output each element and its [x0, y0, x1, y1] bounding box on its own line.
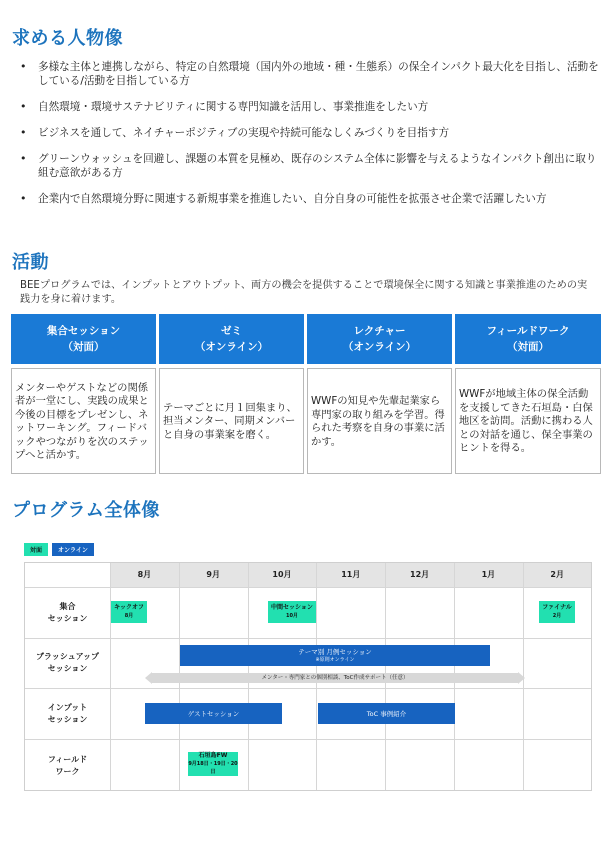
activity-mode: （対面） — [507, 341, 549, 353]
kickoff-event — [111, 601, 147, 623]
activity-description: テーマごとに月１回集まり、担当メンター、同期メンバーと自身の事業案を磨く。 — [159, 368, 304, 474]
month-label: 2月 — [550, 570, 564, 579]
support-arrow — [145, 672, 525, 684]
row-label-line: セッション — [47, 714, 88, 724]
activity-title: レクチャー — [353, 325, 406, 337]
activity-card-header — [159, 314, 304, 364]
row-label-group-session — [25, 587, 110, 638]
legend-in-person: 対面 — [24, 543, 48, 556]
list-item: • 自然環境・環境サステナビリティに関する専門知識を活用し、事業推進をしたい方 — [20, 100, 600, 114]
support-label: メンター・専門家との個別相談、ToC作成サポート（任意） — [261, 675, 409, 681]
activity-description: メンターやゲストなどの関係者が一堂にし、実践の成果と今後の目標をプレゼンし、ネットワーキング。フィードバックやつながりを次のステップへと活かす。 — [11, 368, 156, 474]
activity-mode: （対面） — [62, 341, 105, 353]
ishigaki-fieldwork-event — [188, 752, 238, 776]
legend-online: オンライン — [52, 543, 94, 556]
row-label-line: 集合 — [59, 601, 76, 611]
list-item: • 企業内で自然環境分野に関連する新規事業を推進したい、自分自身の可能性を拡張させ企業で活躍したい方 — [20, 192, 600, 206]
event-label: テーマ別 月例セッション — [298, 647, 372, 656]
monthly-session-bar — [180, 645, 490, 666]
event-label: ファイナル — [542, 604, 572, 611]
activity-card — [11, 314, 156, 474]
schedule-legend — [24, 543, 94, 556]
event-date: 8月 — [124, 613, 134, 619]
toc-case-bar — [318, 703, 455, 724]
list-item: • グリーンウォッシュを回避し、課題の本質を見極め、既存のシステム全体に影響を与えるようなインパクト創出に取り組む意欲がある方 — [20, 152, 600, 180]
grid-line — [110, 563, 111, 790]
month-label: 1月 — [481, 570, 496, 579]
activity-card — [159, 314, 304, 474]
activity-card-header — [11, 314, 156, 364]
activity-title: ゼミ — [221, 325, 242, 337]
event-label: 石垣島FW — [198, 752, 228, 759]
activity-card-header — [455, 314, 601, 364]
event-date: 9月18日・19日・20日 — [188, 761, 238, 775]
event-note: ※原則オンライン — [315, 656, 355, 663]
activity-card — [307, 314, 452, 474]
month-label: 12月 — [410, 570, 430, 579]
month-label: 11月 — [341, 570, 361, 579]
event-label: ゲストセッション — [187, 709, 240, 718]
event-date: 2月 — [552, 613, 562, 619]
activities-heading: 活動 — [12, 252, 49, 273]
row-label-line: インプット — [47, 702, 88, 712]
list-item: • ビジネスを通して、ネイチャーポジティブの実現や持続可能なしくみづくりを目指す方 — [20, 126, 600, 140]
row-label-line: セッション — [47, 613, 88, 623]
row-label-input-session — [25, 688, 110, 739]
activity-mode: （オンライン） — [194, 341, 269, 353]
activity-card-header — [307, 314, 452, 364]
row-label-line: セッション — [47, 664, 88, 673]
row-label-line: ワーク — [55, 766, 80, 776]
month-label: 8月 — [137, 570, 152, 579]
activity-card — [455, 314, 601, 474]
persona-list — [20, 60, 600, 218]
guest-session-bar — [145, 703, 282, 724]
activities-intro: BEEプログラムでは、インプットとアウトプット、両方の機会を提供することで環境保全に関する知識と事業推進のための実践力を身に着けます。 — [20, 280, 588, 305]
row-label-line: ブラッシュアップ — [35, 652, 100, 661]
activity-title: フィールドワーク — [486, 325, 570, 337]
activity-description: WWFの知見や先輩起業家ら専門家の取り組みを学習。得られた考察を自身の事業に活かす。 — [307, 368, 452, 474]
event-label: ToC 事例紹介 — [366, 709, 407, 718]
overview-heading: プログラム全体像 — [12, 500, 160, 521]
month-label: 10月 — [272, 570, 292, 579]
event-label: 中間セッション — [271, 604, 313, 611]
activity-cards — [11, 314, 600, 474]
midterm-event — [268, 601, 316, 623]
month-label: 9月 — [206, 570, 220, 579]
row-label-line: フィールド — [47, 754, 88, 764]
row-label-brushup-session — [25, 638, 110, 688]
list-item: • 多様な主体と連携しながら、特定の自然環境（国内外の地域・種・生態系）の保全インパクト最大化を目指し、活動をしている/活動を目指している方 — [20, 60, 600, 88]
schedule-gantt — [24, 562, 592, 791]
activity-description: WWFが地域主体の保全活動を支援してきた石垣島・白保地区を訪問。活動に携わる人との対話を通じ、保全事業のヒントを得る。 — [455, 368, 601, 474]
persona-heading: 求める人物像 — [12, 28, 123, 49]
event-label: キックオフ — [114, 604, 144, 611]
final-event — [539, 601, 575, 623]
activity-title: 集合セッション — [46, 325, 121, 337]
row-label-fieldwork — [25, 739, 110, 792]
event-date: 10月 — [286, 613, 298, 619]
activity-mode: （オンライン） — [342, 341, 417, 353]
month-header-row — [110, 563, 591, 587]
